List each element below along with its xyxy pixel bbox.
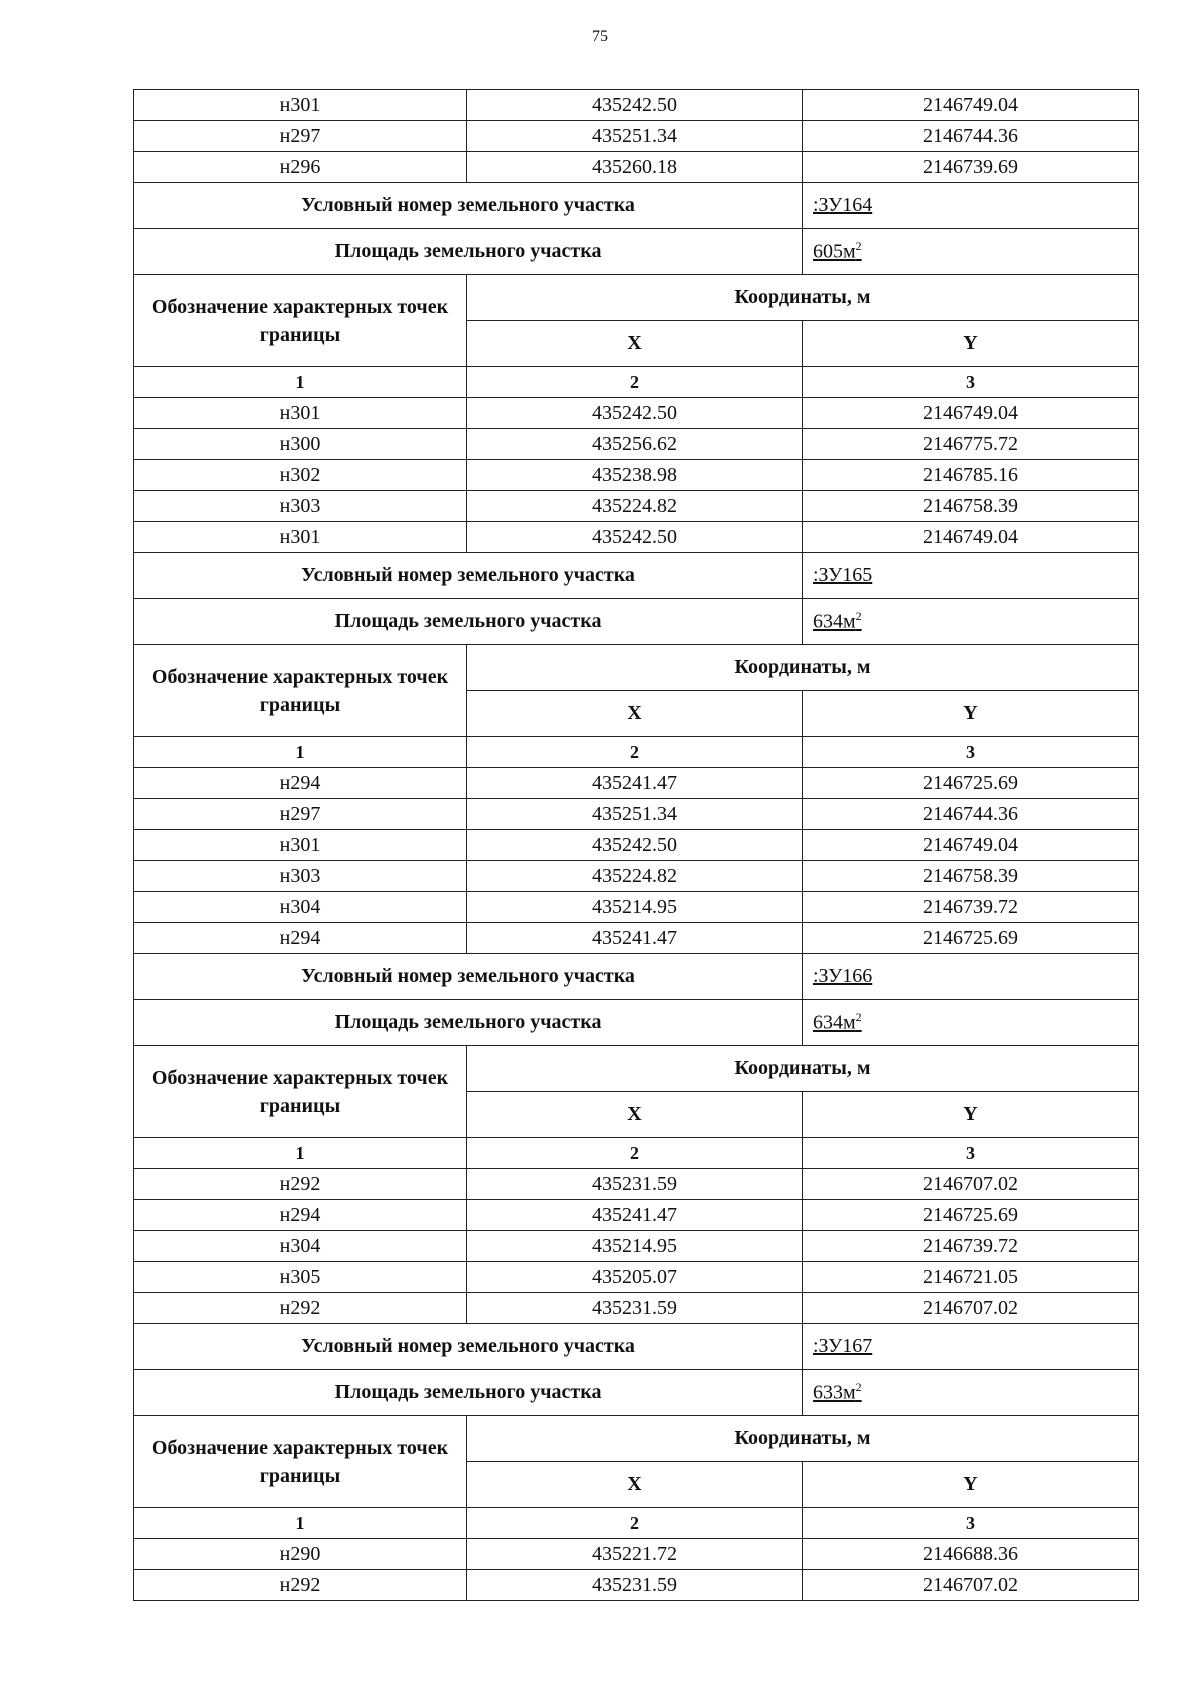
- column-number-row: [134, 737, 1139, 768]
- plot-area-value: [803, 599, 1139, 645]
- point-cell: н297: [134, 121, 467, 152]
- plot-area-label: Площадь земельного участка: [134, 1000, 803, 1046]
- table-row: [134, 491, 1139, 522]
- point-header: Обозначение характерных точек границы: [134, 1046, 467, 1138]
- y-coordinate-cell: 2146739.72: [803, 1231, 1139, 1262]
- plot-area-unit: м: [843, 240, 856, 263]
- coordinates-header: Координаты, м: [467, 275, 1139, 321]
- table-row: [134, 152, 1139, 183]
- point-cell: н294: [134, 768, 467, 799]
- x-coordinate-cell: 435242.50: [467, 398, 803, 429]
- plot-number-value: :ЗУ165: [803, 553, 1139, 599]
- point-cell: н292: [134, 1169, 467, 1200]
- y-coordinate-cell: 2146725.69: [803, 923, 1139, 954]
- table-row: [134, 1293, 1139, 1324]
- x-coordinate-cell: 435231.59: [467, 1169, 803, 1200]
- point-cell: н292: [134, 1293, 467, 1324]
- table-row: [134, 1169, 1139, 1200]
- column-number-1: 1: [134, 367, 467, 398]
- table-row: [134, 522, 1139, 553]
- point-cell: н301: [134, 90, 467, 121]
- x-header: X: [467, 1462, 803, 1508]
- plot-area-number: 605: [813, 240, 843, 263]
- table-row: [134, 861, 1139, 892]
- plot-number-row: [134, 954, 1139, 1000]
- plot-area-unit: м: [843, 610, 856, 633]
- table-row: [134, 768, 1139, 799]
- point-header: Обозначение характерных точек границы: [134, 645, 467, 737]
- y-coordinate-cell: 2146725.69: [803, 1200, 1139, 1231]
- point-cell: н294: [134, 923, 467, 954]
- y-coordinate-cell: 2146758.39: [803, 491, 1139, 522]
- column-number-3: 3: [803, 1138, 1139, 1169]
- column-number-1: 1: [134, 1508, 467, 1539]
- y-coordinate-cell: 2146707.02: [803, 1570, 1139, 1601]
- plot-number-value: :ЗУ166: [803, 954, 1139, 1000]
- plot-number-label: Условный номер земельного участка: [134, 553, 803, 599]
- y-coordinate-cell: 2146739.72: [803, 892, 1139, 923]
- coordinates-header-row: [134, 1046, 1139, 1092]
- table-row: [134, 830, 1139, 861]
- y-coordinate-cell: 2146739.69: [803, 152, 1139, 183]
- column-number-2: 2: [467, 1138, 803, 1169]
- point-cell: н290: [134, 1539, 467, 1570]
- plot-area-unit-power: 2: [855, 609, 862, 624]
- column-number-2: 2: [467, 367, 803, 398]
- table-row: [134, 1262, 1139, 1293]
- table-row: [134, 398, 1139, 429]
- x-coordinate-cell: 435242.50: [467, 90, 803, 121]
- column-number-3: 3: [803, 737, 1139, 768]
- coordinates-header: Координаты, м: [467, 1416, 1139, 1462]
- point-cell: н303: [134, 861, 467, 892]
- column-number-3: 3: [803, 1508, 1139, 1539]
- plot-number-row: [134, 1324, 1139, 1370]
- plot-number-value: :ЗУ164: [803, 183, 1139, 229]
- y-coordinate-cell: 2146707.02: [803, 1293, 1139, 1324]
- plot-area-unit: м: [843, 1381, 856, 1404]
- x-coordinate-cell: 435241.47: [467, 923, 803, 954]
- column-number-2: 2: [467, 737, 803, 768]
- y-coordinate-cell: 2146775.72: [803, 429, 1139, 460]
- x-coordinate-cell: 435214.95: [467, 1231, 803, 1262]
- point-header: Обозначение характерных точек границы: [134, 275, 467, 367]
- y-coordinate-cell: 2146749.04: [803, 522, 1139, 553]
- y-coordinate-cell: 2146749.04: [803, 398, 1139, 429]
- x-coordinate-cell: 435242.50: [467, 830, 803, 861]
- point-cell: н294: [134, 1200, 467, 1231]
- coordinates-header-row: [134, 1416, 1139, 1462]
- point-cell: н300: [134, 429, 467, 460]
- column-number-1: 1: [134, 1138, 467, 1169]
- coordinates-table: [133, 89, 1139, 1601]
- plot-area-value: [803, 229, 1139, 275]
- x-coordinate-cell: 435238.98: [467, 460, 803, 491]
- column-number-row: [134, 1138, 1139, 1169]
- x-coordinate-cell: 435241.47: [467, 768, 803, 799]
- plot-number-value: :ЗУ167: [803, 1324, 1139, 1370]
- table-row: [134, 429, 1139, 460]
- y-coordinate-cell: 2146725.69: [803, 768, 1139, 799]
- coordinates-header: Координаты, м: [467, 645, 1139, 691]
- x-coordinate-cell: 435242.50: [467, 522, 803, 553]
- column-number-3: 3: [803, 367, 1139, 398]
- x-coordinate-cell: 435205.07: [467, 1262, 803, 1293]
- table-row: [134, 90, 1139, 121]
- plot-number-label: Условный номер земельного участка: [134, 954, 803, 1000]
- table-row: [134, 1231, 1139, 1262]
- point-cell: н304: [134, 1231, 467, 1262]
- point-cell: н301: [134, 830, 467, 861]
- x-coordinate-cell: 435251.34: [467, 121, 803, 152]
- x-coordinate-cell: 435256.62: [467, 429, 803, 460]
- y-coordinate-cell: 2146744.36: [803, 121, 1139, 152]
- coordinates-header: Координаты, м: [467, 1046, 1139, 1092]
- x-coordinate-cell: 435241.47: [467, 1200, 803, 1231]
- plot-area-unit-power: 2: [855, 239, 862, 254]
- table-row: [134, 1539, 1139, 1570]
- plot-number-label: Условный номер земельного участка: [134, 183, 803, 229]
- x-header: X: [467, 321, 803, 367]
- plot-area-label: Площадь земельного участка: [134, 229, 803, 275]
- point-cell: н296: [134, 152, 467, 183]
- plot-area-value: [803, 1370, 1139, 1416]
- y-header: Y: [803, 1092, 1139, 1138]
- plot-area-value: [803, 1000, 1139, 1046]
- x-coordinate-cell: 435214.95: [467, 892, 803, 923]
- x-coordinate-cell: 435231.59: [467, 1570, 803, 1601]
- y-coordinate-cell: 2146785.16: [803, 460, 1139, 491]
- table-row: [134, 1570, 1139, 1601]
- plot-area-row: [134, 1370, 1139, 1416]
- y-header: Y: [803, 321, 1139, 367]
- point-header: Обозначение характерных точек границы: [134, 1416, 467, 1508]
- x-coordinate-cell: 435221.72: [467, 1539, 803, 1570]
- point-cell: н304: [134, 892, 467, 923]
- column-number-1: 1: [134, 737, 467, 768]
- table-row: [134, 892, 1139, 923]
- table-row: [134, 923, 1139, 954]
- x-coordinate-cell: 435224.82: [467, 861, 803, 892]
- column-number-row: [134, 1508, 1139, 1539]
- y-header: Y: [803, 1462, 1139, 1508]
- x-coordinate-cell: 435251.34: [467, 799, 803, 830]
- point-cell: н303: [134, 491, 467, 522]
- plot-area-unit: м: [843, 1011, 856, 1034]
- y-coordinate-cell: 2146688.36: [803, 1539, 1139, 1570]
- y-coordinate-cell: 2146758.39: [803, 861, 1139, 892]
- page-number: 75: [592, 28, 608, 45]
- y-coordinate-cell: 2146749.04: [803, 830, 1139, 861]
- x-coordinate-cell: 435224.82: [467, 491, 803, 522]
- point-cell: н297: [134, 799, 467, 830]
- coordinates-header-row: [134, 645, 1139, 691]
- table-row: [134, 460, 1139, 491]
- point-cell: н301: [134, 398, 467, 429]
- plot-area-label: Площадь земельного участка: [134, 599, 803, 645]
- y-coordinate-cell: 2146744.36: [803, 799, 1139, 830]
- plot-number-row: [134, 183, 1139, 229]
- plot-area-unit-power: 2: [855, 1010, 862, 1025]
- column-number-row: [134, 367, 1139, 398]
- plot-area-row: [134, 1000, 1139, 1046]
- plot-area-number: 634: [813, 1011, 843, 1034]
- table-row: [134, 1200, 1139, 1231]
- plot-number-label: Условный номер земельного участка: [134, 1324, 803, 1370]
- plot-area-number: 634: [813, 610, 843, 633]
- y-header: Y: [803, 691, 1139, 737]
- point-cell: н292: [134, 1570, 467, 1601]
- x-coordinate-cell: 435231.59: [467, 1293, 803, 1324]
- plot-number-row: [134, 553, 1139, 599]
- x-header: X: [467, 1092, 803, 1138]
- coordinates-header-row: [134, 275, 1139, 321]
- plot-area-number: 633: [813, 1381, 843, 1404]
- x-header: X: [467, 691, 803, 737]
- point-cell: н302: [134, 460, 467, 491]
- y-coordinate-cell: 2146721.05: [803, 1262, 1139, 1293]
- x-coordinate-cell: 435260.18: [467, 152, 803, 183]
- y-coordinate-cell: 2146707.02: [803, 1169, 1139, 1200]
- point-cell: н305: [134, 1262, 467, 1293]
- plot-area-row: [134, 599, 1139, 645]
- y-coordinate-cell: 2146749.04: [803, 90, 1139, 121]
- point-cell: н301: [134, 522, 467, 553]
- plot-area-unit-power: 2: [855, 1380, 862, 1395]
- plot-area-label: Площадь земельного участка: [134, 1370, 803, 1416]
- column-number-2: 2: [467, 1508, 803, 1539]
- table-row: [134, 121, 1139, 152]
- table-row: [134, 799, 1139, 830]
- plot-area-row: [134, 229, 1139, 275]
